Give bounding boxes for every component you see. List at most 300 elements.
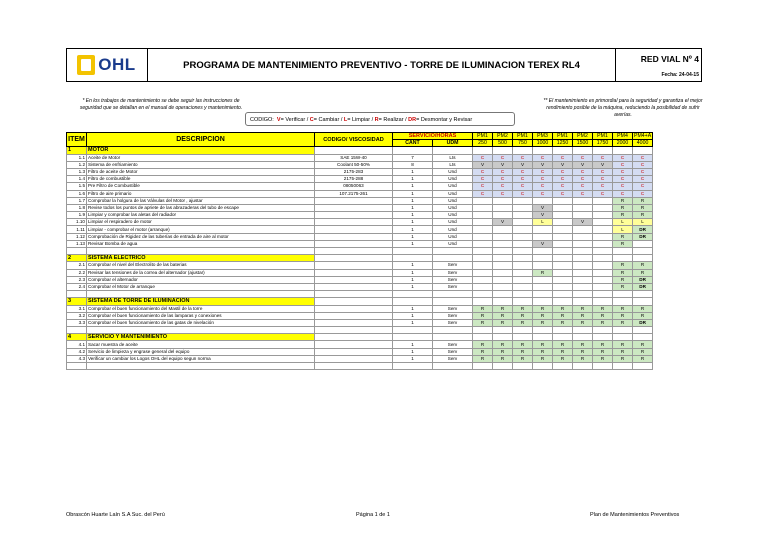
row-code: [315, 283, 393, 290]
empty-cell: [553, 291, 573, 298]
row-pm-cell: [553, 219, 573, 226]
row-pm-cell: [473, 204, 493, 211]
empty-cell: [393, 248, 433, 255]
row-pm-cell: [493, 269, 513, 276]
header-pm-label: PM1: [473, 133, 493, 140]
row-pm-cell: [573, 283, 593, 290]
row-pm-cell: C: [513, 168, 533, 175]
empty-cell: [553, 255, 573, 262]
row-pm-cell: R: [613, 319, 633, 326]
row-cant: 1: [393, 204, 433, 211]
row-pm-cell: R: [613, 341, 633, 348]
row-pm-cell: [513, 204, 533, 211]
section-number: 1: [67, 147, 87, 154]
empty-cell: [87, 327, 315, 334]
header-pm-hours: 2000: [613, 140, 633, 147]
spacer-row: [67, 291, 653, 298]
empty-cell: [433, 327, 473, 334]
row-item: 2.3: [67, 276, 87, 283]
row-pm-cell: R: [613, 283, 633, 290]
red-vial-cell: [616, 48, 702, 82]
empty-cell: [315, 327, 393, 334]
row-code: Coolant 50-50%: [315, 161, 393, 168]
empty-cell: [315, 147, 393, 154]
row-pm-cell: [473, 219, 493, 226]
empty-cell: [573, 327, 593, 334]
section-title: SISTEMA ELECTRICO: [87, 255, 315, 262]
empty-cell: [533, 291, 553, 298]
row-pm-cell: [593, 262, 613, 269]
row-pm-cell: C: [593, 190, 613, 197]
row-cant: 1: [393, 168, 433, 175]
row-udm: Lts: [433, 161, 473, 168]
table-row: [67, 204, 653, 211]
row-pm-cell: R: [553, 348, 573, 355]
row-pm-cell: [593, 204, 613, 211]
table-row: [67, 341, 653, 348]
row-pm-cell: V: [533, 204, 553, 211]
row-pm-cell: C: [613, 183, 633, 190]
row-pm-cell: R: [573, 312, 593, 319]
row-pm-cell: R: [513, 319, 533, 326]
row-pm-cell: [473, 197, 493, 204]
row-pm-cell: R: [533, 319, 553, 326]
row-pm-cell: R: [533, 269, 553, 276]
row-pm-cell: C: [473, 176, 493, 183]
row-pm-cell: [553, 276, 573, 283]
row-pm-cell: R: [633, 312, 653, 319]
row-udm: Und: [433, 183, 473, 190]
section-title: SERVICIO Y MANTENIMIENTO: [87, 334, 315, 341]
row-pm-cell: [473, 283, 493, 290]
row-pm-cell: L: [533, 219, 553, 226]
row-pm-cell: C: [513, 190, 533, 197]
header-pm-label: PM1: [513, 133, 533, 140]
header-pm-hours: 500: [493, 140, 513, 147]
empty-cell: [613, 298, 633, 305]
row-pm-cell: R: [533, 341, 553, 348]
row-pm-cell: [473, 226, 493, 233]
empty-cell: [593, 291, 613, 298]
section-number: 4: [67, 334, 87, 341]
empty-cell: [553, 327, 573, 334]
empty-cell: [473, 147, 493, 154]
row-pm-cell: DR: [633, 283, 653, 290]
row-pm-cell: V: [593, 161, 613, 168]
row-pm-cell: C: [573, 190, 593, 197]
row-pm-cell: [553, 233, 573, 240]
header-pm-hours: 750: [513, 140, 533, 147]
row-pm-cell: R: [593, 355, 613, 362]
empty-cell: [593, 248, 613, 255]
row-pm-cell: [593, 276, 613, 283]
table-row: [67, 283, 653, 290]
row-udm: Serv: [433, 276, 473, 283]
row-pm-cell: C: [633, 161, 653, 168]
row-item: 1.8: [67, 204, 87, 211]
empty-cell: [633, 327, 653, 334]
header-pm-label: PM2: [493, 133, 513, 140]
table-row: [67, 154, 653, 161]
row-pm-cell: C: [613, 176, 633, 183]
row-pm-cell: R: [613, 355, 633, 362]
row-pm-cell: [573, 233, 593, 240]
empty-cell: [393, 334, 433, 341]
row-udm: Serv: [433, 348, 473, 355]
empty-cell: [533, 363, 553, 370]
row-cant: 1: [393, 276, 433, 283]
row-pm-cell: [533, 262, 553, 269]
row-pm-cell: R: [613, 305, 633, 312]
row-description: Sistema de enfriamiento: [87, 161, 315, 168]
empty-cell: [493, 248, 513, 255]
row-pm-cell: R: [553, 355, 573, 362]
table-row: [67, 312, 653, 319]
row-pm-cell: [493, 240, 513, 247]
row-pm-cell: C: [613, 161, 633, 168]
row-cant: 1: [393, 269, 433, 276]
row-pm-cell: R: [493, 355, 513, 362]
empty-cell: [315, 291, 393, 298]
empty-cell: [513, 147, 533, 154]
empty-cell: [87, 291, 315, 298]
row-pm-cell: R: [613, 276, 633, 283]
empty-cell: [573, 334, 593, 341]
row-pm-cell: R: [513, 348, 533, 355]
row-pm-cell: R: [613, 348, 633, 355]
row-pm-cell: C: [553, 154, 573, 161]
empty-cell: [393, 147, 433, 154]
row-pm-cell: C: [573, 183, 593, 190]
footer-company: Obrascón Huarte Laín S.A Suc. del Perú: [66, 512, 165, 518]
header-pm-hours: 1000: [533, 140, 553, 147]
row-udm: Und: [433, 176, 473, 183]
row-pm-cell: R: [633, 305, 653, 312]
row-description: Aceite de Motor: [87, 154, 315, 161]
row-pm-cell: R: [533, 348, 553, 355]
table-row: [67, 305, 653, 312]
table-row: [67, 168, 653, 175]
row-pm-cell: R: [513, 305, 533, 312]
empty-cell: [553, 334, 573, 341]
empty-cell: [613, 327, 633, 334]
empty-cell: [493, 327, 513, 334]
empty-cell: [493, 147, 513, 154]
spacer-row: [67, 363, 653, 370]
row-pm-cell: [533, 226, 553, 233]
row-pm-cell: [553, 240, 573, 247]
empty-cell: [433, 255, 473, 262]
row-pm-cell: [493, 212, 513, 219]
row-pm-cell: [553, 197, 573, 204]
row-pm-cell: [493, 233, 513, 240]
row-item: 1.12: [67, 233, 87, 240]
row-description: Comprobar el buen funcionamiento de las gatas de nivelación: [87, 319, 315, 326]
row-item: 1.7: [67, 197, 87, 204]
row-pm-cell: [473, 262, 493, 269]
row-code: 107.2175-261: [315, 190, 393, 197]
empty-cell: [67, 248, 87, 255]
empty-cell: [513, 334, 533, 341]
date-label: Fecha: 24-04-15: [661, 72, 699, 78]
empty-cell: [67, 327, 87, 334]
row-pm-cell: R: [633, 341, 653, 348]
empty-cell: [513, 291, 533, 298]
empty-cell: [315, 334, 393, 341]
empty-cell: [513, 363, 533, 370]
row-description: Comprobar el buen funcionamiento de las lamparas y conexiones: [87, 312, 315, 319]
empty-cell: [593, 255, 613, 262]
row-cant: 1: [393, 312, 433, 319]
row-pm-cell: C: [553, 183, 573, 190]
empty-cell: [593, 147, 613, 154]
spacer-row: [67, 327, 653, 334]
row-pm-cell: V: [493, 219, 513, 226]
row-code: [315, 197, 393, 204]
row-pm-cell: R: [493, 319, 513, 326]
row-pm-cell: C: [513, 176, 533, 183]
maintenance-table: [66, 132, 653, 370]
row-pm-cell: DR: [633, 319, 653, 326]
row-udm: Und: [433, 197, 473, 204]
empty-cell: [633, 334, 653, 341]
row-pm-cell: R: [573, 355, 593, 362]
row-item: 1.3: [67, 168, 87, 175]
row-pm-cell: C: [493, 176, 513, 183]
row-pm-cell: R: [613, 233, 633, 240]
row-description: Limpiar - comprobar el motor (arranque): [87, 226, 315, 233]
section-number: 3: [67, 298, 87, 305]
empty-cell: [393, 291, 433, 298]
row-pm-cell: R: [633, 212, 653, 219]
row-pm-cell: C: [533, 190, 553, 197]
row-description: Limpiar el respiradero de motor: [87, 219, 315, 226]
row-pm-cell: C: [593, 154, 613, 161]
empty-cell: [513, 248, 533, 255]
note-right: ** El mantenimiento es primordial para la seguridad y garantiza el mejor rendimiento posible de la máquina, reduciendo la posibilidad de sufrir averías.: [543, 98, 703, 118]
row-pm-cell: C: [573, 154, 593, 161]
row-udm: Serv: [433, 319, 473, 326]
section-number: 2: [67, 255, 87, 262]
empty-cell: [633, 248, 653, 255]
row-code: [315, 212, 393, 219]
row-pm-cell: [513, 197, 533, 204]
row-pm-cell: V: [553, 161, 573, 168]
row-pm-cell: C: [633, 183, 653, 190]
empty-cell: [533, 334, 553, 341]
empty-cell: [393, 327, 433, 334]
row-code: [315, 348, 393, 355]
row-pm-cell: C: [613, 190, 633, 197]
row-description: Revise todos los puntos de apriete de las abrazaderas del tubo de escape: [87, 204, 315, 211]
row-pm-cell: [513, 269, 533, 276]
empty-cell: [433, 334, 473, 341]
row-pm-cell: R: [533, 305, 553, 312]
row-pm-cell: C: [493, 168, 513, 175]
row-pm-cell: R: [613, 269, 633, 276]
empty-cell: [573, 363, 593, 370]
row-pm-cell: [573, 276, 593, 283]
empty-cell: [433, 298, 473, 305]
row-pm-cell: C: [613, 168, 633, 175]
red-vial-label: RED VIAL Nº 4: [640, 54, 699, 64]
row-item: 3.3: [67, 319, 87, 326]
row-pm-cell: R: [493, 312, 513, 319]
row-cant: 1: [393, 262, 433, 269]
row-code: 2175-288: [315, 176, 393, 183]
row-pm-cell: C: [533, 154, 553, 161]
empty-cell: [67, 291, 87, 298]
logo: [66, 48, 148, 82]
empty-cell: [473, 298, 493, 305]
row-pm-cell: R: [613, 197, 633, 204]
row-pm-cell: R: [573, 305, 593, 312]
empty-cell: [315, 255, 393, 262]
empty-cell: [633, 147, 653, 154]
empty-cell: [613, 147, 633, 154]
row-pm-cell: L: [613, 219, 633, 226]
row-pm-cell: [573, 226, 593, 233]
row-description: Comprobar el Motor de arranque: [87, 283, 315, 290]
row-pm-cell: R: [633, 204, 653, 211]
row-pm-cell: R: [553, 319, 573, 326]
row-item: 2.2: [67, 269, 87, 276]
empty-cell: [67, 363, 87, 370]
row-pm-cell: C: [633, 190, 653, 197]
row-pm-cell: [553, 269, 573, 276]
empty-cell: [513, 255, 533, 262]
row-pm-cell: [573, 204, 593, 211]
empty-cell: [513, 327, 533, 334]
section-row: [67, 298, 653, 305]
row-pm-cell: [533, 283, 553, 290]
row-pm-cell: R: [633, 262, 653, 269]
row-cant: 1: [393, 305, 433, 312]
row-item: 3.2: [67, 312, 87, 319]
row-pm-cell: V: [533, 161, 553, 168]
row-pm-cell: V: [573, 161, 593, 168]
row-description: Comprobar el buen funcionamiento del Mastil de la torre: [87, 305, 315, 312]
row-cant: 1: [393, 319, 433, 326]
header-codigo: CODIGO/ VISCOSIDAD: [315, 133, 393, 147]
row-pm-cell: [493, 283, 513, 290]
row-pm-cell: C: [473, 183, 493, 190]
row-pm-cell: V: [493, 161, 513, 168]
empty-cell: [533, 147, 553, 154]
row-pm-cell: [513, 233, 533, 240]
row-pm-cell: C: [473, 168, 493, 175]
header-servicio-horas: SERVICIO/HORAS: [393, 133, 473, 140]
row-item: 1.9: [67, 212, 87, 219]
row-pm-cell: DR: [633, 276, 653, 283]
table-row: [67, 212, 653, 219]
row-pm-cell: R: [613, 204, 633, 211]
table-row: [67, 190, 653, 197]
row-pm-cell: [593, 269, 613, 276]
row-pm-cell: R: [493, 305, 513, 312]
row-pm-cell: [533, 233, 553, 240]
empty-cell: [473, 334, 493, 341]
row-pm-cell: C: [573, 168, 593, 175]
empty-cell: [473, 363, 493, 370]
row-pm-cell: V: [513, 161, 533, 168]
note-left: * En los trabajos de mantenimiento se debe seguir las instrucciones de seguridad que se detallan en el manual de operaciones y mantenimiento.: [79, 98, 243, 111]
header-pm-label: PM4: [613, 133, 633, 140]
empty-cell: [315, 248, 393, 255]
empty-cell: [315, 298, 393, 305]
row-pm-cell: C: [473, 190, 493, 197]
row-item: 3.1: [67, 305, 87, 312]
empty-cell: [633, 363, 653, 370]
header-pm-label: PM1: [593, 133, 613, 140]
row-description: Filtro de aceite de Motor: [87, 168, 315, 175]
row-pm-cell: C: [633, 176, 653, 183]
row-udm: Und: [433, 168, 473, 175]
row-pm-cell: C: [513, 154, 533, 161]
row-pm-cell: R: [473, 355, 493, 362]
row-cant: 1: [393, 233, 433, 240]
row-pm-cell: [473, 269, 493, 276]
row-cant: 1: [393, 219, 433, 226]
section-title: SISTEMA DE TORRE DE ILUMINACION: [87, 298, 315, 305]
row-pm-cell: V: [473, 161, 493, 168]
row-udm: Und: [433, 190, 473, 197]
row-pm-cell: R: [633, 355, 653, 362]
row-pm-cell: R: [573, 319, 593, 326]
row-code: [315, 233, 393, 240]
row-pm-cell: R: [633, 348, 653, 355]
row-pm-cell: C: [553, 190, 573, 197]
row-pm-cell: R: [593, 305, 613, 312]
row-pm-cell: C: [613, 154, 633, 161]
empty-cell: [87, 363, 315, 370]
spacer-row: [67, 248, 653, 255]
row-description: Filtro de combustible: [87, 176, 315, 183]
header-item: ITEM: [67, 133, 87, 147]
empty-cell: [533, 298, 553, 305]
header-pm-hours: 1250: [553, 140, 573, 147]
row-pm-cell: [553, 262, 573, 269]
row-pm-cell: [513, 212, 533, 219]
empty-cell: [393, 255, 433, 262]
row-pm-cell: C: [593, 176, 613, 183]
empty-cell: [473, 248, 493, 255]
row-code: [315, 240, 393, 247]
row-pm-cell: R: [573, 341, 593, 348]
row-pm-cell: [573, 197, 593, 204]
table-row: [67, 319, 653, 326]
row-pm-cell: C: [633, 154, 653, 161]
row-description: Revisar Bomba de agua: [87, 240, 315, 247]
row-description: Comprobar el alternador: [87, 276, 315, 283]
empty-cell: [433, 147, 473, 154]
row-cant: 1: [393, 212, 433, 219]
section-row: [67, 147, 653, 154]
row-pm-cell: [553, 226, 573, 233]
row-cant: 1: [393, 240, 433, 247]
empty-cell: [593, 334, 613, 341]
empty-cell: [593, 363, 613, 370]
row-pm-cell: [593, 212, 613, 219]
table-row: [67, 161, 653, 168]
table-row: [67, 226, 653, 233]
empty-cell: [553, 147, 573, 154]
header-pm-hours: 4000: [633, 140, 653, 147]
row-udm: Lts: [433, 154, 473, 161]
header-pm-hours: 1500: [573, 140, 593, 147]
empty-cell: [493, 298, 513, 305]
empty-cell: [613, 334, 633, 341]
